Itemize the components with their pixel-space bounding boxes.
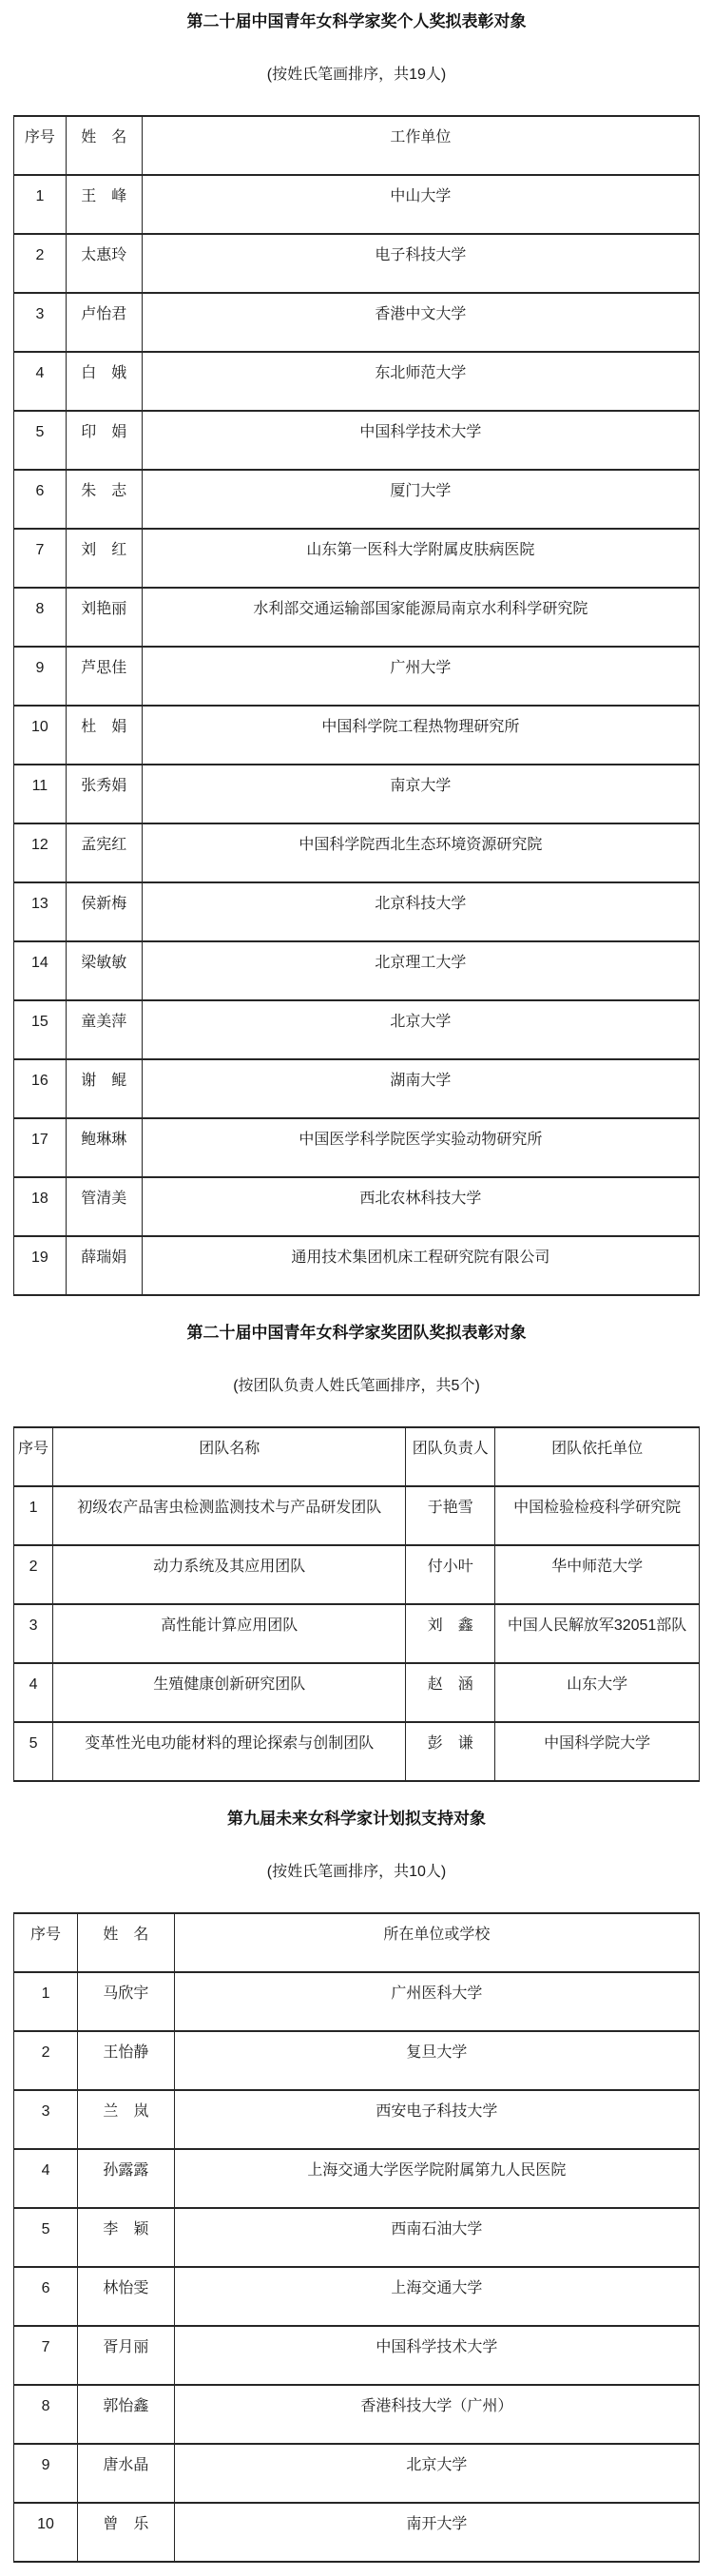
cell-team-name: 高性能计算应用团队 [53, 1604, 406, 1663]
cell-unit: 西北农林科技大学 [142, 1177, 699, 1236]
cell-unit: 西安电子科技大学 [174, 2090, 699, 2149]
header-host-unit: 团队依托单位 [495, 1427, 700, 1486]
cell-name: 兰 岚 [78, 2090, 175, 2149]
section-team-award [0, 1323, 713, 1782]
cell-seq: 1 [14, 1972, 78, 2031]
table-row [14, 1236, 700, 1295]
future-plan-table [13, 1912, 700, 2563]
individual-award-table [13, 115, 700, 1296]
cell-seq: 17 [14, 1118, 67, 1177]
table-row [14, 647, 700, 706]
cell-seq: 7 [14, 2326, 78, 2385]
table-row [14, 411, 700, 470]
cell-seq: 16 [14, 1059, 67, 1118]
section-future-scientist-plan [0, 1809, 713, 2563]
individual-award-title: 第二十届中国青年女科学家奖个人奖拟表彰对象 [186, 12, 527, 30]
cell-name: 朱 志 [66, 470, 142, 529]
cell-unit: 湖南大学 [142, 1059, 699, 1118]
header-seq: 序号 [14, 1913, 78, 1972]
table-row [14, 2385, 700, 2444]
cell-unit: 广州大学 [142, 647, 699, 706]
cell-seq: 15 [14, 1000, 67, 1059]
table-row [14, 2503, 700, 2562]
table-row [14, 2444, 700, 2503]
cell-team-leader: 赵 涵 [406, 1663, 495, 1722]
table-row [14, 1059, 700, 1118]
cell-unit: 广州医科大学 [174, 1972, 699, 2031]
cell-seq: 2 [14, 234, 67, 293]
header-row [14, 1913, 700, 1972]
table-row [14, 175, 700, 234]
cell-team-name: 生殖健康创新研究团队 [53, 1663, 406, 1722]
cell-seq: 3 [14, 293, 67, 352]
table-row [14, 2149, 700, 2208]
cell-seq: 2 [14, 2031, 78, 2090]
individual-award-subtitle: (按姓氏笔画排序，共19人) [266, 67, 447, 83]
cell-unit: 中国科学院西北生态环境资源研究院 [142, 823, 699, 882]
cell-name: 李 颖 [78, 2208, 175, 2267]
cell-name: 梁敏敏 [66, 941, 142, 1000]
cell-seq: 14 [14, 941, 67, 1000]
cell-team-name: 动力系统及其应用团队 [53, 1545, 406, 1604]
table-row [14, 234, 700, 293]
cell-unit: 复旦大学 [174, 2031, 699, 2090]
cell-unit: 山东第一医科大学附属皮肤病医院 [142, 529, 699, 588]
cell-host-unit: 中国人民解放军32051部队 [495, 1604, 700, 1663]
cell-unit: 北京科技大学 [142, 882, 699, 941]
cell-name: 唐水晶 [78, 2444, 175, 2503]
cell-team-leader: 彭 谦 [406, 1722, 495, 1781]
cell-name: 童美萍 [66, 1000, 142, 1059]
header-seq: 序号 [14, 116, 67, 175]
cell-unit: 东北师范大学 [142, 352, 699, 411]
cell-seq: 13 [14, 882, 67, 941]
table-row [14, 470, 700, 529]
cell-unit: 中国科学技术大学 [142, 411, 699, 470]
table-row [14, 293, 700, 352]
cell-name: 胥月丽 [78, 2326, 175, 2385]
header-unit: 所在单位或学校 [174, 1913, 699, 1972]
cell-name: 刘 红 [66, 529, 142, 588]
table-row [14, 765, 700, 823]
cell-unit: 南京大学 [142, 765, 699, 823]
cell-seq: 3 [14, 2090, 78, 2149]
table-row [14, 1545, 700, 1604]
cell-name: 侯新梅 [66, 882, 142, 941]
table-row [14, 1118, 700, 1177]
cell-name: 林怡雯 [78, 2267, 175, 2326]
cell-seq: 3 [14, 1604, 53, 1663]
table-row [14, 1177, 700, 1236]
table-row [14, 706, 700, 765]
cell-seq: 18 [14, 1177, 67, 1236]
cell-seq: 11 [14, 765, 67, 823]
cell-name: 太惠玲 [66, 234, 142, 293]
cell-seq: 1 [14, 175, 67, 234]
cell-seq: 4 [14, 352, 67, 411]
header-team-name: 团队名称 [53, 1427, 406, 1486]
cell-seq: 5 [14, 1722, 53, 1781]
header-row [14, 1427, 700, 1486]
cell-seq: 8 [14, 588, 67, 647]
header-name: 姓 名 [78, 1913, 175, 1972]
cell-unit: 北京大学 [174, 2444, 699, 2503]
header-row [14, 116, 700, 175]
cell-seq: 4 [14, 2149, 78, 2208]
cell-host-unit: 中国检验检疫科学研究院 [495, 1486, 700, 1545]
cell-name: 郭怡鑫 [78, 2385, 175, 2444]
table-row [14, 2208, 700, 2267]
cell-host-unit: 中国科学院大学 [495, 1722, 700, 1781]
cell-unit: 上海交通大学医学院附属第九人民医院 [174, 2149, 699, 2208]
header-unit: 工作单位 [142, 116, 699, 175]
cell-name: 薛瑞娟 [66, 1236, 142, 1295]
team-award-title: 第二十届中国青年女科学家奖团队奖拟表彰对象 [186, 1324, 527, 1342]
cell-team-leader: 付小叶 [406, 1545, 495, 1604]
cell-name: 张秀娟 [66, 765, 142, 823]
cell-name: 曾 乐 [78, 2503, 175, 2562]
cell-seq: 9 [14, 2444, 78, 2503]
cell-unit: 南开大学 [174, 2503, 699, 2562]
header-seq: 序号 [14, 1427, 53, 1486]
table-row [14, 588, 700, 647]
cell-unit: 电子科技大学 [142, 234, 699, 293]
header-team-leader: 团队负责人 [406, 1427, 495, 1486]
table-row [14, 352, 700, 411]
cell-seq: 4 [14, 1663, 53, 1722]
cell-name: 王怡静 [78, 2031, 175, 2090]
table-row [14, 2031, 700, 2090]
cell-seq: 19 [14, 1236, 67, 1295]
table-row [14, 1486, 700, 1545]
table-row [14, 1000, 700, 1059]
cell-host-unit: 山东大学 [495, 1663, 700, 1722]
table-row [14, 1604, 700, 1663]
cell-team-name: 变革性光电功能材料的理论探索与创制团队 [53, 1722, 406, 1781]
table-row [14, 823, 700, 882]
table-row [14, 1722, 700, 1781]
cell-name: 印 娟 [66, 411, 142, 470]
cell-name: 王 峰 [66, 175, 142, 234]
cell-name: 刘艳丽 [66, 588, 142, 647]
cell-seq: 10 [14, 706, 67, 765]
cell-unit: 中国科学院工程热物理研究所 [142, 706, 699, 765]
cell-seq: 10 [14, 2503, 78, 2562]
team-award-table [13, 1426, 700, 1782]
cell-unit: 香港中文大学 [142, 293, 699, 352]
cell-unit: 中国医学科学院医学实验动物研究所 [142, 1118, 699, 1177]
cell-seq: 5 [14, 411, 67, 470]
cell-name: 孟宪红 [66, 823, 142, 882]
cell-unit: 中山大学 [142, 175, 699, 234]
table-row [14, 882, 700, 941]
cell-name: 杜 娟 [66, 706, 142, 765]
cell-name: 孙露露 [78, 2149, 175, 2208]
cell-name: 管清美 [66, 1177, 142, 1236]
cell-name: 白 娥 [66, 352, 142, 411]
table-row [14, 941, 700, 1000]
cell-name: 卢怡君 [66, 293, 142, 352]
future-plan-subtitle: (按姓氏笔画排序，共10人) [266, 1864, 447, 1880]
table-row [14, 1972, 700, 2031]
cell-unit: 北京大学 [142, 1000, 699, 1059]
cell-seq: 1 [14, 1486, 53, 1545]
cell-name: 鲍琳琳 [66, 1118, 142, 1177]
cell-unit: 西南石油大学 [174, 2208, 699, 2267]
cell-unit: 水利部交通运输部国家能源局南京水利科学研究院 [142, 588, 699, 647]
cell-unit: 北京理工大学 [142, 941, 699, 1000]
cell-seq: 7 [14, 529, 67, 588]
cell-unit: 厦门大学 [142, 470, 699, 529]
cell-seq: 9 [14, 647, 67, 706]
cell-seq: 6 [14, 2267, 78, 2326]
cell-unit: 中国科学技术大学 [174, 2326, 699, 2385]
cell-team-leader: 于艳雪 [406, 1486, 495, 1545]
cell-host-unit: 华中师范大学 [495, 1545, 700, 1604]
cell-seq: 2 [14, 1545, 53, 1604]
table-row [14, 2326, 700, 2385]
cell-seq: 5 [14, 2208, 78, 2267]
cell-unit: 香港科技大学（广州） [174, 2385, 699, 2444]
table-row [14, 2090, 700, 2149]
future-plan-title: 第九届未来女科学家计划拟支持对象 [227, 1810, 486, 1828]
cell-name: 谢 鲲 [66, 1059, 142, 1118]
cell-name: 芦思佳 [66, 647, 142, 706]
header-name: 姓 名 [66, 116, 142, 175]
cell-team-leader: 刘 鑫 [406, 1604, 495, 1663]
table-row [14, 529, 700, 588]
cell-seq: 6 [14, 470, 67, 529]
team-award-subtitle: (按团队负责人姓氏笔画排序，共5个) [233, 1378, 480, 1394]
table-row [14, 2267, 700, 2326]
cell-unit: 通用技术集团机床工程研究院有限公司 [142, 1236, 699, 1295]
cell-unit: 上海交通大学 [174, 2267, 699, 2326]
cell-seq: 8 [14, 2385, 78, 2444]
cell-seq: 12 [14, 823, 67, 882]
section-individual-award [0, 11, 713, 1296]
table-row [14, 1663, 700, 1722]
cell-name: 马欣宇 [78, 1972, 175, 2031]
cell-team-name: 初级农产品害虫检测监测技术与产品研发团队 [53, 1486, 406, 1545]
